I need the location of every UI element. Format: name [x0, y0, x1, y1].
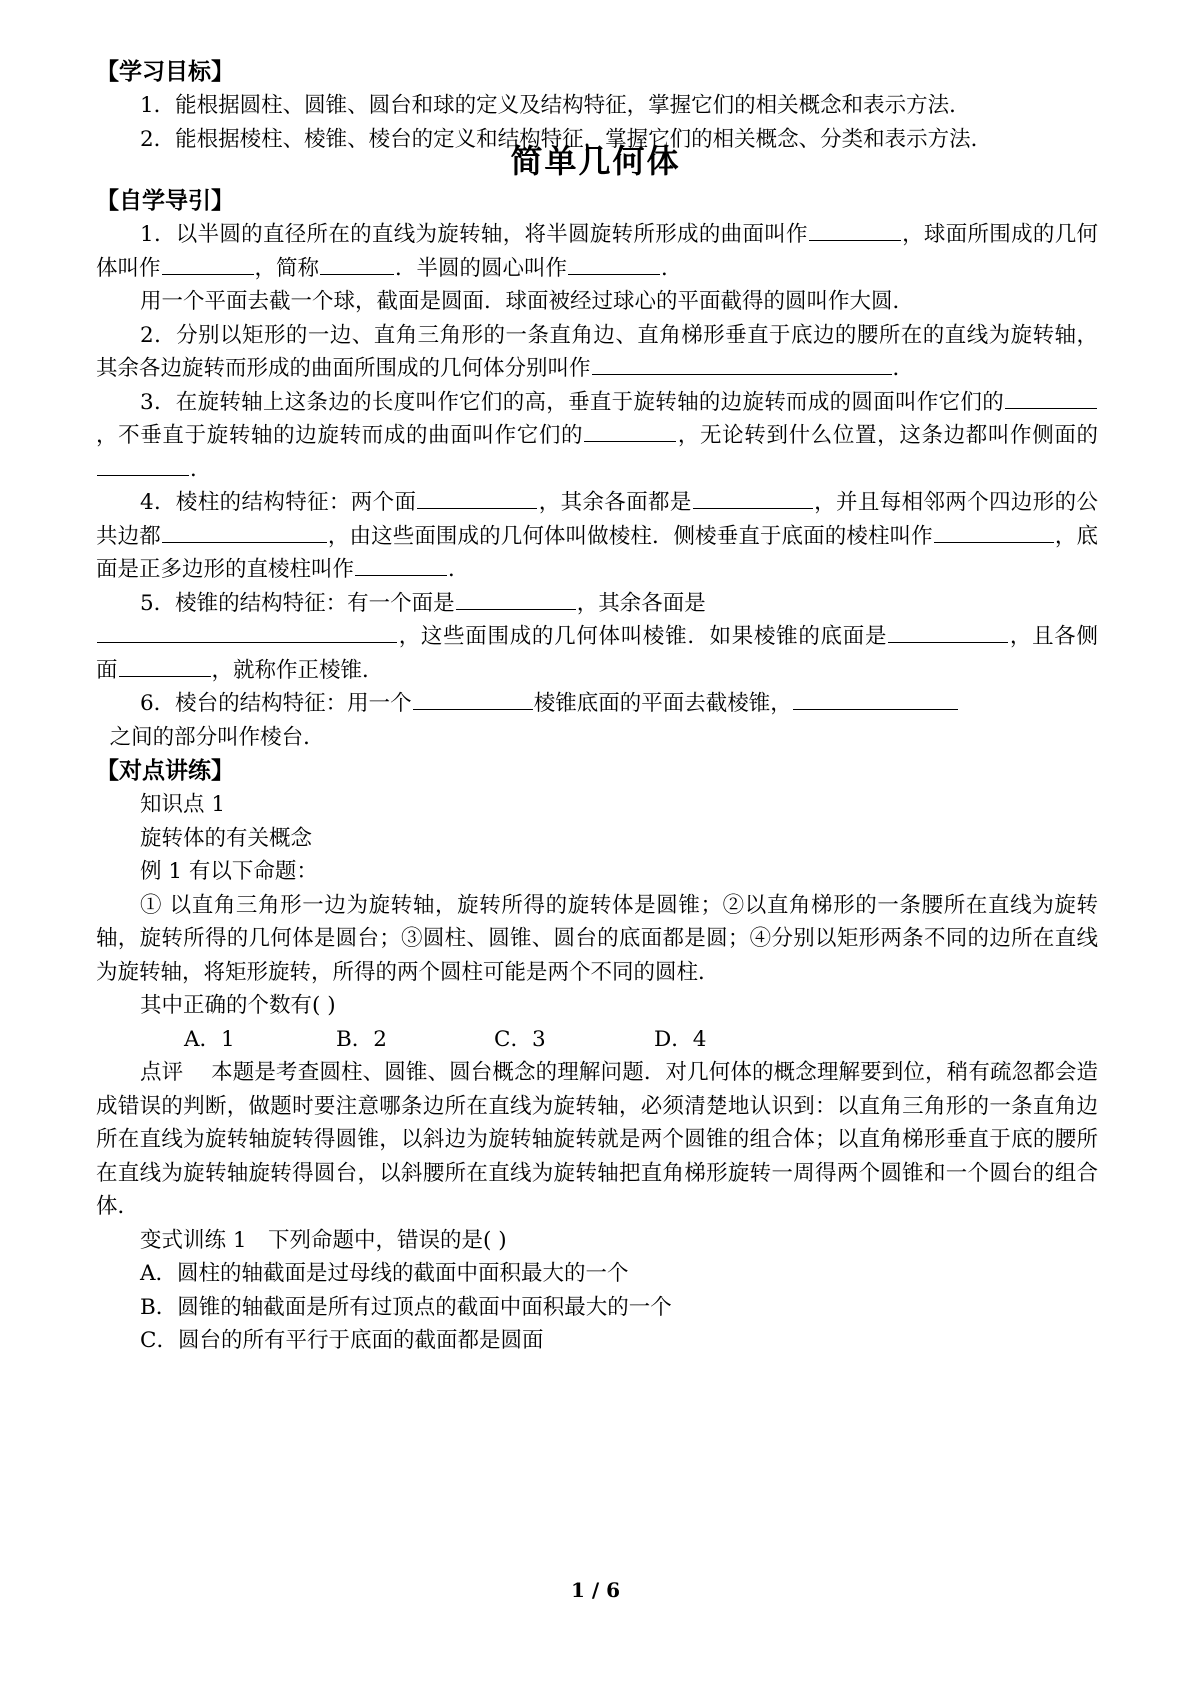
guide-item-1-text-c: ，简称 [254, 255, 320, 281]
guide-item-5-text-d: ，且各侧面 [96, 624, 1098, 683]
fill-blank[interactable] [888, 620, 1008, 643]
guide-item-1-text-e: ． [661, 255, 683, 281]
guide-item-4-text-d: ，由这些面围成的几何体叫做棱柱．侧棱垂直于底面的棱柱叫作 [327, 523, 933, 549]
example-label: 例 1 有以下命题： [140, 859, 318, 884]
objective-item-1: 1．能根据圆柱、圆锥、圆台和球的定义及结构特征，掌握它们的相关概念和表示方法． [140, 93, 971, 118]
variant-option-c[interactable]: C．圆台的所有平行于底面的截面都是圆面 [140, 1328, 544, 1353]
fill-blank[interactable] [1005, 386, 1097, 409]
example-options-row [96, 1023, 1098, 1057]
fill-blank[interactable] [97, 453, 189, 476]
fill-blank[interactable] [97, 620, 397, 643]
fill-blank[interactable] [793, 687, 958, 710]
page-footer: 1 / 6 [570, 1578, 621, 1602]
guide-item-1-text-b: ，球面所围成的几何体叫作 [96, 222, 1098, 281]
fill-blank[interactable] [162, 520, 327, 543]
option-c[interactable]: C．3 [494, 1026, 546, 1052]
fill-blank[interactable] [693, 486, 813, 509]
section-heading-objectives: 【学习目标】 [96, 59, 234, 85]
guide-item-4 [96, 486, 1098, 587]
guide-item-6 [96, 687, 1098, 754]
guide-item-3-text-a: 3．在旋转轴上这条边的长度叫作它们的高，垂直于旋转轴的边旋转而成的圆面叫作它们的 [140, 389, 1004, 415]
comment-text: 本题是考查圆柱、圆锥、圆台概念的理解问题．对几何体的概念理解要到位，稍有疏忽都会造成错误的判断，做题时要注意哪条边所在直线为旋转轴，必须清楚地认识到：以直角三角形的一条直角边所在直线为旋转轴旋转得圆锥，以斜边为旋转轴旋转就是两个圆锥的组合体；以直角梯形垂直于底的腰所在直线为旋转轴旋转得圆台，以斜腰所在直线为旋转轴把直角梯形旋转一周得两个圆锥和一个圆台的组合体． [96, 1060, 1098, 1219]
guide-item-6-text-b: 棱锥底面的平面去截棱锥， [533, 691, 792, 716]
guide-item-4-text-a: 4．棱柱的结构特征：两个面 [140, 490, 417, 515]
guide-item-1-note: 用一个平面去截一个球，截面是圆面．球面被经过球心的平面截得的圆叫作大圆． [140, 289, 915, 314]
option-a[interactable]: A．1 [184, 1026, 235, 1052]
guide-item-5-text-e: ，就称作正棱锥． [211, 657, 384, 683]
section-heading-guide: 【自学导引】 [96, 188, 234, 214]
guide-item-5-text-a: 5．棱锥的结构特征：有一个面是 [140, 590, 455, 616]
document-body [96, 0, 1098, 1358]
guide-item-1 [96, 218, 1098, 285]
fill-blank[interactable] [355, 553, 447, 576]
option-d[interactable]: D．4 [654, 1026, 707, 1052]
fill-blank[interactable] [320, 252, 394, 275]
guide-item-4-text-b: ，其余各面都是 [538, 490, 692, 515]
guide-item-1-text-a: 1．以半圆的直径所在的直线为旋转轴，将半圆旋转所形成的曲面叫作 [140, 222, 808, 247]
fill-blank[interactable] [592, 352, 892, 375]
example-question: 其中正确的个数有( ) [140, 993, 336, 1018]
option-b[interactable]: B．2 [336, 1026, 387, 1052]
fill-blank[interactable] [584, 419, 676, 442]
fill-blank[interactable] [417, 486, 537, 509]
guide-item-2 [96, 319, 1098, 386]
comment-label: 点评 [140, 1060, 184, 1085]
fill-blank[interactable] [119, 654, 211, 677]
guide-item-1-text-d: ．半圆的圆心叫作 [395, 255, 568, 281]
guide-item-5-text-c: ，这些面围成的几何体叫棱锥．如果棱锥的底面是 [398, 624, 888, 649]
section-heading-practice: 【对点讲练】 [96, 758, 234, 784]
guide-item-4-text-f: ． [448, 557, 470, 582]
knowledge-point-title: 旋转体的有关概念 [140, 825, 313, 851]
fill-blank[interactable] [934, 520, 1054, 543]
variant-option-b[interactable]: B．圆锥的轴截面是所有过顶点的截面中面积最大的一个 [140, 1294, 672, 1320]
fill-blank[interactable] [456, 587, 576, 610]
guide-item-6-text-a: 6．棱台的结构特征：用一个 [140, 691, 412, 716]
spacer-before-guide [96, 156, 1098, 184]
guide-item-3-text-d: ． [190, 456, 212, 482]
variant-option-a[interactable]: A．圆柱的轴截面是过母线的截面中面积最大的一个 [140, 1261, 629, 1286]
knowledge-point-label: 知识点 1 [140, 792, 226, 817]
guide-item-5 [96, 587, 1098, 688]
fill-blank[interactable] [809, 218, 901, 241]
guide-item-2-text-b: ． [892, 356, 915, 381]
spacer-after-title [96, 0, 1098, 55]
page-title: 简单几何体 [510, 142, 681, 180]
example-comment [96, 1056, 1098, 1224]
fill-blank[interactable] [413, 687, 533, 710]
variant-exercise-label: 变式训练 1 下列命题中，错误的是( ) [140, 1227, 507, 1253]
guide-item-4-text-c: ，并且每相邻两个四边形的公共边都 [96, 490, 1098, 549]
example-propositions: ① 以直角三角形一边为旋转轴，旋转所得的旋转体是圆锥；②以直角梯形的一条腰所在直线为旋转轴，旋转所得的几何体是圆台；③圆柱、圆锥、圆台的底面都是圆；④分别以矩形两条不同的边所在直线为旋转轴，将矩形旋转，所得的两个圆柱可能是两个不同的圆柱． [96, 892, 1098, 985]
guide-item-3-text-b: ，不垂直于旋转轴的边旋转而成的曲面叫作它们的 [96, 423, 584, 448]
guide-item-3 [96, 386, 1098, 487]
guide-item-4-text-e: ，底面是正多边形的直棱柱叫作 [96, 523, 1098, 582]
objective-item-2: 2．能根据棱柱、棱锥、棱台的定义和结构特征，掌握它们的相关概念、分类和表示方法． [140, 126, 993, 152]
fill-blank[interactable] [568, 252, 660, 275]
guide-item-6-text-c: 之间的部分叫作棱台． [109, 724, 325, 750]
guide-item-5-text-b: ，其余各面是 [576, 590, 706, 616]
fill-blank[interactable] [162, 252, 254, 275]
guide-item-3-text-c: ，无论转到什么位置，这条边都叫作侧面的 [677, 423, 1098, 448]
guide-item-2-text-a: 2．分别以矩形的一边、直角三角形的一条直角边、直角梯形垂直于底边的腰所在的直线为旋转轴，其余各边旋转而形成的曲面所围成的几何体分别叫作 [96, 322, 1098, 381]
